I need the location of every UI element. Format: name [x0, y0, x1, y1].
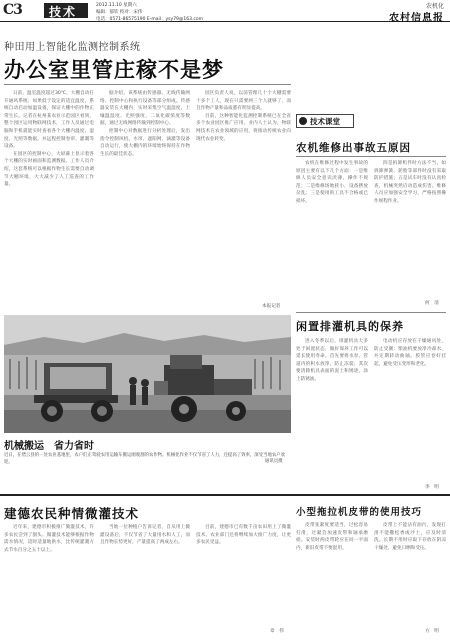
- paper-logo: 农村信息报: [389, 13, 444, 24]
- harvest-photo-image: [4, 315, 291, 433]
- lead-kicker: 种田用上智能化监测控制系统: [4, 42, 141, 53]
- sidebar-story-2-author: 李 明: [425, 485, 439, 490]
- lead-paragraph: 园区负责人说，以前管理几十个大棚需要十多个工人，现在只需要两三个人就够了，而且作物产量和品质都有明显提高。: [196, 91, 291, 112]
- lead-paragraph: 目前，这种智能化监测控制系统已在全省多个农业园区推广应用。业内人士认为，物联网技术在农业领域的应用，将推动传统农业向现代农业转变。: [196, 113, 291, 142]
- bottom-story-title: 建德农民种情微灌技术: [4, 506, 140, 521]
- bottom-paragraph: 当地一位种植户告诉记者，自从用上微灌设备后，不仅节省了大量用水和人工，而且作物长势更好，产量提高了两成左右。: [100, 525, 190, 546]
- bottom-story-col-1: [4, 524, 94, 634]
- lead-paragraph: 在园区的控制中心，大屏幕上显示着各个大棚的实时画面和监测数据。工作人员介绍，这套系统可以根据作物生长需要自动调节大棚环境，大大减少了人工巡查的工作量。: [4, 151, 94, 188]
- sidebar-paragraph: 进入冬季以后，排灌机具大多处于闲置状态，做好保养工作可以延长使用寿命。首先要将水泵、管道内的积水放净，防止冻裂；其次要清除机具表面的泥土和锈迹，涂上防锈油。: [296, 339, 368, 382]
- sidebar-story-1-col-2: [374, 160, 446, 300]
- masthead-contact: 电话：0571-86575190 E-mail：ysy79@163.com: [96, 17, 204, 22]
- bottom-paragraph: 近年来，建德市积极推广微灌技术，许多农民尝到了甜头。微灌技术能够根据作物需水情况，适时适量地供水，比传统灌溉方式节水百分之五十以上。: [4, 525, 94, 553]
- lead-column-3: [196, 90, 291, 305]
- section-code: C3: [3, 2, 22, 18]
- lead-column-2: [100, 90, 190, 310]
- sidebar-story-2-col-2: [374, 338, 446, 483]
- bullet-icon: [299, 117, 307, 125]
- lead-paragraph: 日前，温室温度超过30℃，大棚自动打开通风系统；如果低于设定的适宜温度，系统自动启动加温设备，保证大棚中的作物正常生长。记者在杭州某农业示范园区看到，整个园区运用物联网技术，工作人员通过电脑和手机就能实时查看各个大棚内温度、湿度、光照等数据，并远程控制卷帘、灌溉等设备。: [4, 91, 94, 150]
- sidebar-paragraph: 四是拆卸机件时方法不当，如拆卸弹簧、轮胎等部件时没有采取防护措施；五是试车时没有认真检查，机械突然启动造成伤害。维修人员应加强安全学习，严格按照操作规程作业。: [374, 161, 446, 204]
- sidebar-story-1-title: 农机维修出事故五原因: [296, 142, 411, 154]
- sidebar-paragraph: 皮带上不能沾有油污，发现打滑不能撒松香或沙土，应及时清洗。长期不用时应取下存放在阴凉干燥处，避免日晒和受压。: [374, 523, 446, 551]
- photo-caption-text: 近日，在缙云县的一处农业基地里，农户们正驾驶农用运输车搬运刚收割的农作物。机械化作业不仅节省了人力，还提高了效率，深受当地农户欢迎。: [4, 453, 286, 465]
- sidebar-story-3-title: 小型拖拉机皮带的使用技巧: [296, 507, 423, 518]
- sidebar-story-1-col-1: [296, 160, 368, 305]
- lead-paragraph: 控制中心对数据进行分析处理后，发出指令控制风机、水帘、遮阳网、滴灌等设备自动运行，使大棚内的环境始终保持在作物生长的最佳状态。: [100, 128, 190, 157]
- sidebar-story-3-author: 方 明: [425, 629, 439, 634]
- masthead-meta: [96, 2, 203, 23]
- sidebar-paragraph: 农机在维修过程中发生事故的原因主要有以下几个方面：一是维修人员安全意识淡薄，操作不规范；二是维修场地狭小，设备摆放杂乱；三是使用的工具不合格或已损坏。: [296, 161, 368, 204]
- bottom-story-col-2: [100, 524, 190, 634]
- sidebar-story-3-col-1: [296, 522, 368, 634]
- sidebar-story-1-author: 何 清: [425, 301, 439, 306]
- section-name: 技术: [49, 5, 78, 19]
- photo-credit: 通讯员摄: [265, 459, 283, 464]
- sidebar-story-2-col-1: [296, 338, 368, 488]
- sidebar-paragraph: 电动机应存放在干燥通风处，防止受潮；柴油机要放净冷却水，并定期转动曲轴。胶管应卷好挂起，避免受压变形和老化。: [374, 339, 446, 367]
- section-divider: [0, 494, 450, 496]
- sidebar-story-2-title: 闲置排灌机具的保养: [296, 320, 404, 333]
- lead-column-1: [4, 90, 94, 310]
- lead-author: 本报记者: [262, 304, 281, 309]
- paper-topic: 农机化: [425, 3, 444, 10]
- masthead-editors: 编辑：郁钦 校对：宋伟: [96, 10, 143, 15]
- masthead-date: 2012.11.10 星期六: [96, 3, 137, 8]
- sidebar-rule: [296, 312, 446, 313]
- sidebar-rule: [296, 156, 446, 157]
- sidebar-paragraph: 皮带张紧度要适当，过松容易打滑，过紧会加速皮带和轴承磨损。安装时两皮带轮应在同一平面内，新旧皮带不要混用。: [296, 523, 368, 551]
- bottom-story-author: 章 伟: [270, 629, 284, 634]
- tech-classroom-label: 技术课堂: [310, 117, 340, 126]
- tech-classroom-tag: [296, 114, 354, 128]
- photo-caption-title: 机械搬运 省力省时: [4, 441, 94, 452]
- lead-headline: 办公室里管庄稼不是梦: [4, 58, 224, 82]
- bottom-paragraph: 目前，建德市已有数千亩农田用上了微灌技术，农业部门还将继续加大推广力度，让更多农民受益。: [196, 525, 291, 546]
- bottom-story-col-3: [196, 524, 291, 628]
- lead-paragraph: 据介绍，该系统由传感器、无线传输网络、控制中心和执行设备等部分组成。传感器安装在大棚内，实时采集空气温湿度、土壤温湿度、光照强度、二氧化碳浓度等数据，通过无线网络传输到控制中心。: [100, 91, 190, 127]
- sidebar-story-3-col-2: [374, 522, 446, 628]
- harvest-photo: [4, 315, 291, 433]
- headline-rule: [4, 84, 291, 85]
- page-masthead: [0, 0, 450, 22]
